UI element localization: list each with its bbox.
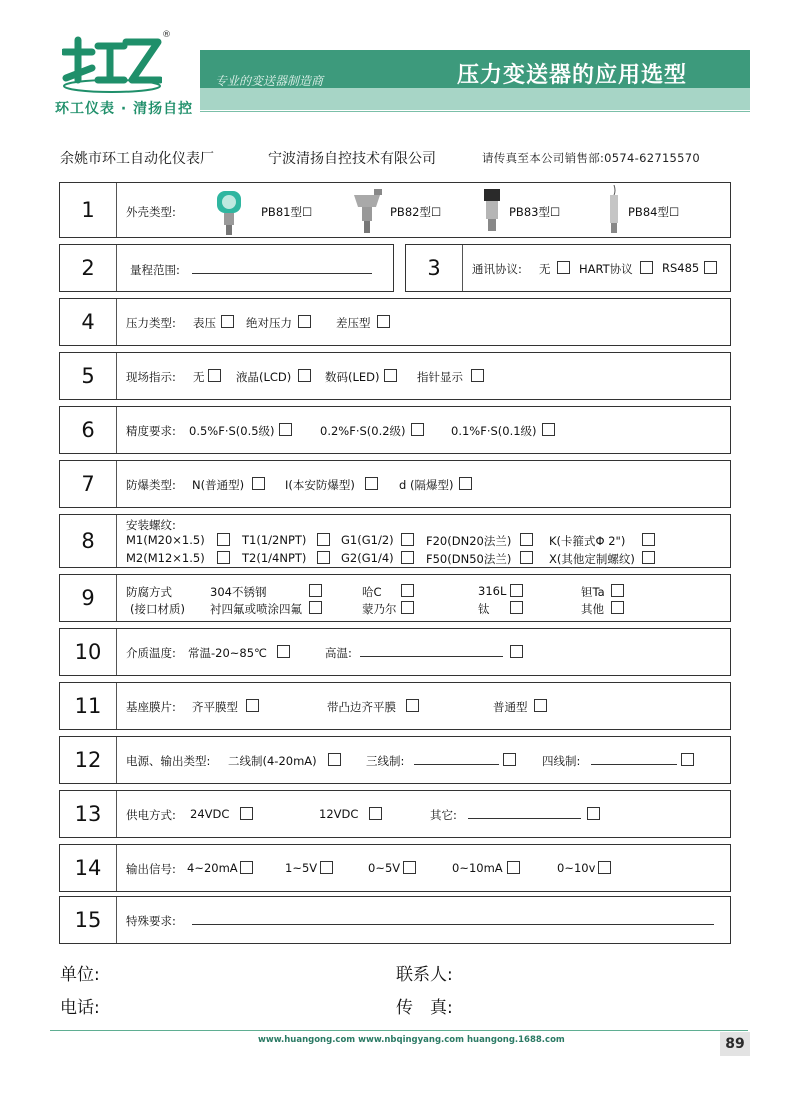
material-other-checkbox[interactable] [611,601,624,614]
form-row-4 [59,298,731,346]
flanged-flush-text: 带凸边齐平膜 [327,700,396,714]
pb81-product-image [215,185,243,237]
four-wire-input-line[interactable] [591,764,677,765]
three-wire-input-line[interactable] [414,764,499,765]
thread-f20-checkbox[interactable] [520,533,533,546]
thread-f20-text: F20(DN20法兰) [426,534,512,548]
supply-other-text: 其它: [430,808,457,822]
fax-field-label[interactable]: 传 真: [396,998,453,1018]
form-row-11 [59,682,731,730]
row-number: 6 [60,407,117,453]
row-number: 1 [60,183,117,237]
protocol-hart-text: HART协议 [579,262,633,276]
form-row-7 [59,460,731,508]
gauge-pressure-text: 表压 [193,316,216,330]
row-number: 14 [60,845,117,891]
form-row-10 [59,628,731,676]
accuracy-05-text: 0.5%F·S(0.5级) [189,424,275,438]
material-ptfe-checkbox[interactable] [309,601,322,614]
signal-1-5v-checkbox[interactable] [320,861,333,874]
protocol-rs485-checkbox[interactable] [704,261,717,274]
company-logo [62,32,162,94]
form-row-15 [59,896,731,944]
special-requirements-label: 特殊要求: [126,914,176,928]
row-number: 15 [60,897,117,943]
page-number: 89 [720,1032,750,1056]
header-divider [200,111,750,112]
power-output-label: 电源、输出类型: [126,754,211,768]
material-hastelloy-text: 哈C [362,585,382,599]
row-number: 9 [60,575,117,621]
thread-label: 安装螺纹: [126,518,176,532]
high-temp-input-line[interactable] [360,656,503,657]
display-led-text: 数码(LED) [325,370,380,384]
signal-0-10ma-checkbox[interactable] [507,861,520,874]
display-none-checkbox[interactable] [208,369,221,382]
header-band-light [200,88,750,110]
protocol-hart-checkbox[interactable] [640,261,653,274]
footer-urls: www.huangong.com www.nbqingyang.com huangong.1688.com [258,1035,565,1045]
explosion-intrinsic-checkbox[interactable] [365,477,378,490]
material-ptfe-text: 衬四氟或喷涂四氟 [210,602,302,616]
thread-m1-text: M1(M20×1.5) [126,533,205,547]
accuracy-02-checkbox[interactable] [411,423,424,436]
differential-pressure-checkbox[interactable] [377,315,390,328]
display-label: 现场指示: [126,370,176,384]
form-row-2 [59,244,394,292]
accuracy-02-text: 0.2%F·S(0.2级) [320,424,406,438]
corrosion-label: 防腐方式 [126,585,172,599]
material-monel-text: 蒙乃尔 [362,602,397,616]
corrosion-sublabel: (接口材质) [130,602,185,616]
accuracy-01-checkbox[interactable] [542,423,555,436]
material-titanium-text: 钛 [478,602,490,616]
signal-0-5v-text: 0~5V [368,861,401,875]
unit-field-label[interactable]: 单位: [60,965,100,985]
material-304-checkbox[interactable] [309,584,322,597]
supply-other-checkbox[interactable] [587,807,600,820]
high-temp-text: 高温: [325,646,352,660]
two-wire-text: 二线制(4-20mA) [228,754,317,768]
four-wire-text: 四线制: [542,754,581,768]
signal-0-10v-text: 0~10v [557,861,596,875]
thread-t2-text: T2(1/4NPT) [242,551,307,565]
option-pb84[interactable]: PB84型☐ [628,205,680,219]
signal-4-20ma-checkbox[interactable] [240,861,253,874]
pb82-product-image [350,185,384,237]
thread-f50-checkbox[interactable] [520,551,533,564]
medium-temp-label: 介质温度: [126,646,176,660]
explosion-flameproof-checkbox[interactable] [459,477,472,490]
thread-k-checkbox[interactable] [642,533,655,546]
thread-t2-checkbox[interactable] [317,551,330,564]
material-titanium-checkbox[interactable] [510,601,523,614]
power-supply-label: 供电方式: [126,808,176,822]
protocol-label: 通讯协议: [472,262,522,276]
material-monel-checkbox[interactable] [401,601,414,614]
range-input-line[interactable] [192,273,372,274]
page-title: 压力变送器的应用选型 [457,63,688,88]
display-pointer-checkbox[interactable] [471,369,484,382]
row-number: 5 [60,353,117,399]
thread-f50-text: F50(DN50法兰) [426,552,512,566]
form-row-13 [59,790,731,838]
brand-text: 环工仪表 · 清扬自控 [55,101,194,117]
thread-g2-checkbox[interactable] [401,551,414,564]
supply-12vdc-checkbox[interactable] [369,807,382,820]
signal-1-5v-text: 1~5V [285,861,318,875]
display-led-checkbox[interactable] [384,369,397,382]
display-lcd-text: 液晶(LCD) [236,370,292,384]
accuracy-01-text: 0.1%F·S(0.1级) [451,424,537,438]
accuracy-label: 精度要求: [126,424,176,438]
shell-type-label: 外壳类型: [126,205,176,219]
material-other-text: 其他 [581,602,604,616]
form-row-8 [59,514,731,568]
form-row-9 [59,574,731,622]
two-wire-checkbox[interactable] [328,753,341,766]
form-row-1 [59,182,731,238]
material-304-text: 304不锈钢 [210,585,267,599]
standard-diaphragm-text: 普通型 [493,700,528,714]
row-number: 2 [60,245,117,291]
material-316l-checkbox[interactable] [510,584,523,597]
pb83-product-image [480,187,504,235]
phone-field-label[interactable]: 电话: [60,998,100,1018]
contact-field-label[interactable]: 联系人: [396,965,453,985]
form-row-5 [59,352,731,400]
form-row-6 [59,406,731,454]
three-wire-text: 三线制: [366,754,405,768]
absolute-pressure-text: 绝对压力 [246,316,292,330]
supply-24vdc-checkbox[interactable] [240,807,253,820]
form-row-3 [405,244,731,292]
signal-4-20ma-text: 4~20mA [187,861,238,875]
diaphragm-label: 基座膜片: [126,700,176,714]
row-number: 13 [60,791,117,837]
protocol-rs485-text: RS485 [662,261,700,275]
thread-m1-checkbox[interactable] [217,533,230,546]
material-tantalum-text: 钽Ta [581,585,605,599]
signal-0-10v-checkbox[interactable] [598,861,611,874]
accuracy-05-checkbox[interactable] [279,423,292,436]
four-wire-checkbox[interactable] [681,753,694,766]
three-wire-checkbox[interactable] [503,753,516,766]
supply-other-input-line[interactable] [468,818,581,819]
standard-diaphragm-checkbox[interactable] [534,699,547,712]
registered-mark: ® [162,30,171,40]
explosion-normal-checkbox[interactable] [252,477,265,490]
display-pointer-text: 指针显示 [417,370,463,384]
normal-temp-text: 常温-20~85℃ [188,646,267,660]
differential-pressure-text: 差压型 [336,316,371,330]
protocol-none-text: 无 [539,262,551,276]
footer-divider [50,1030,748,1031]
material-316l-text: 316L [478,584,507,598]
pb84-product-image [602,185,626,235]
pressure-type-label: 压力类型: [126,316,176,330]
thread-m2-text: M2(M12×1.5) [126,551,205,565]
row-number: 4 [60,299,117,345]
high-temp-checkbox[interactable] [510,645,523,658]
material-tantalum-checkbox[interactable] [611,584,624,597]
row-number: 11 [60,683,117,729]
normal-temp-checkbox[interactable] [277,645,290,658]
option-pb81[interactable]: PB81型☐ [261,205,313,219]
thread-x-checkbox[interactable] [642,551,655,564]
thread-k-text: K(卡箍式Φ 2") [549,534,626,548]
supply-24vdc-text: 24VDC [190,807,230,821]
display-lcd-checkbox[interactable] [298,369,311,382]
option-pb83[interactable]: PB83型☐ [509,205,561,219]
explosion-normal-text: N(普通型) [192,478,245,492]
row-number: 3 [406,245,463,291]
explosion-intrinsic-text: I(本安防爆型) [285,478,355,492]
row-number: 7 [60,461,117,507]
flanged-flush-checkbox[interactable] [406,699,419,712]
thread-g1-checkbox[interactable] [401,533,414,546]
protocol-none-checkbox[interactable] [557,261,570,274]
explosion-flameproof-text: d (隔爆型) [399,478,454,492]
supply-12vdc-text: 12VDC [319,807,359,821]
thread-x-text: X(其他定制螺纹) [549,552,635,566]
gauge-pressure-checkbox[interactable] [221,315,234,328]
thread-m2-checkbox[interactable] [217,551,230,564]
output-signal-label: 输出信号: [126,862,176,876]
form-row-14 [59,844,731,892]
row-number: 8 [60,515,117,567]
thread-g2-text: G2(G1/4) [341,551,394,565]
explosion-proof-label: 防爆类型: [126,478,176,492]
company-name-2: 宁波清扬自控技术有限公司 [268,151,436,167]
row-number: 10 [60,629,117,675]
option-pb82[interactable]: PB82型☐ [390,205,442,219]
special-requirements-input-line[interactable] [192,924,714,925]
display-none-text: 无 [193,370,205,384]
range-label: 量程范围: [130,263,180,277]
header-slogan: 专业的变送器制造商 [215,74,324,88]
signal-0-5v-checkbox[interactable] [403,861,416,874]
thread-t1-checkbox[interactable] [317,533,330,546]
company-name-1: 余姚市环工自动化仪表厂 [60,151,214,167]
signal-0-10ma-text: 0~10mA [452,861,503,875]
absolute-pressure-checkbox[interactable] [298,315,311,328]
thread-t1-text: T1(1/2NPT) [242,533,307,547]
material-hastelloy-checkbox[interactable] [401,584,414,597]
fax-note: 请传真至本公司销售部:0574-62715570 [482,151,701,165]
thread-g1-text: G1(G1/2) [341,533,394,547]
form-row-12 [59,736,731,784]
row-number: 12 [60,737,117,783]
flush-diaphragm-checkbox[interactable] [246,699,259,712]
flush-diaphragm-text: 齐平膜型 [192,700,238,714]
